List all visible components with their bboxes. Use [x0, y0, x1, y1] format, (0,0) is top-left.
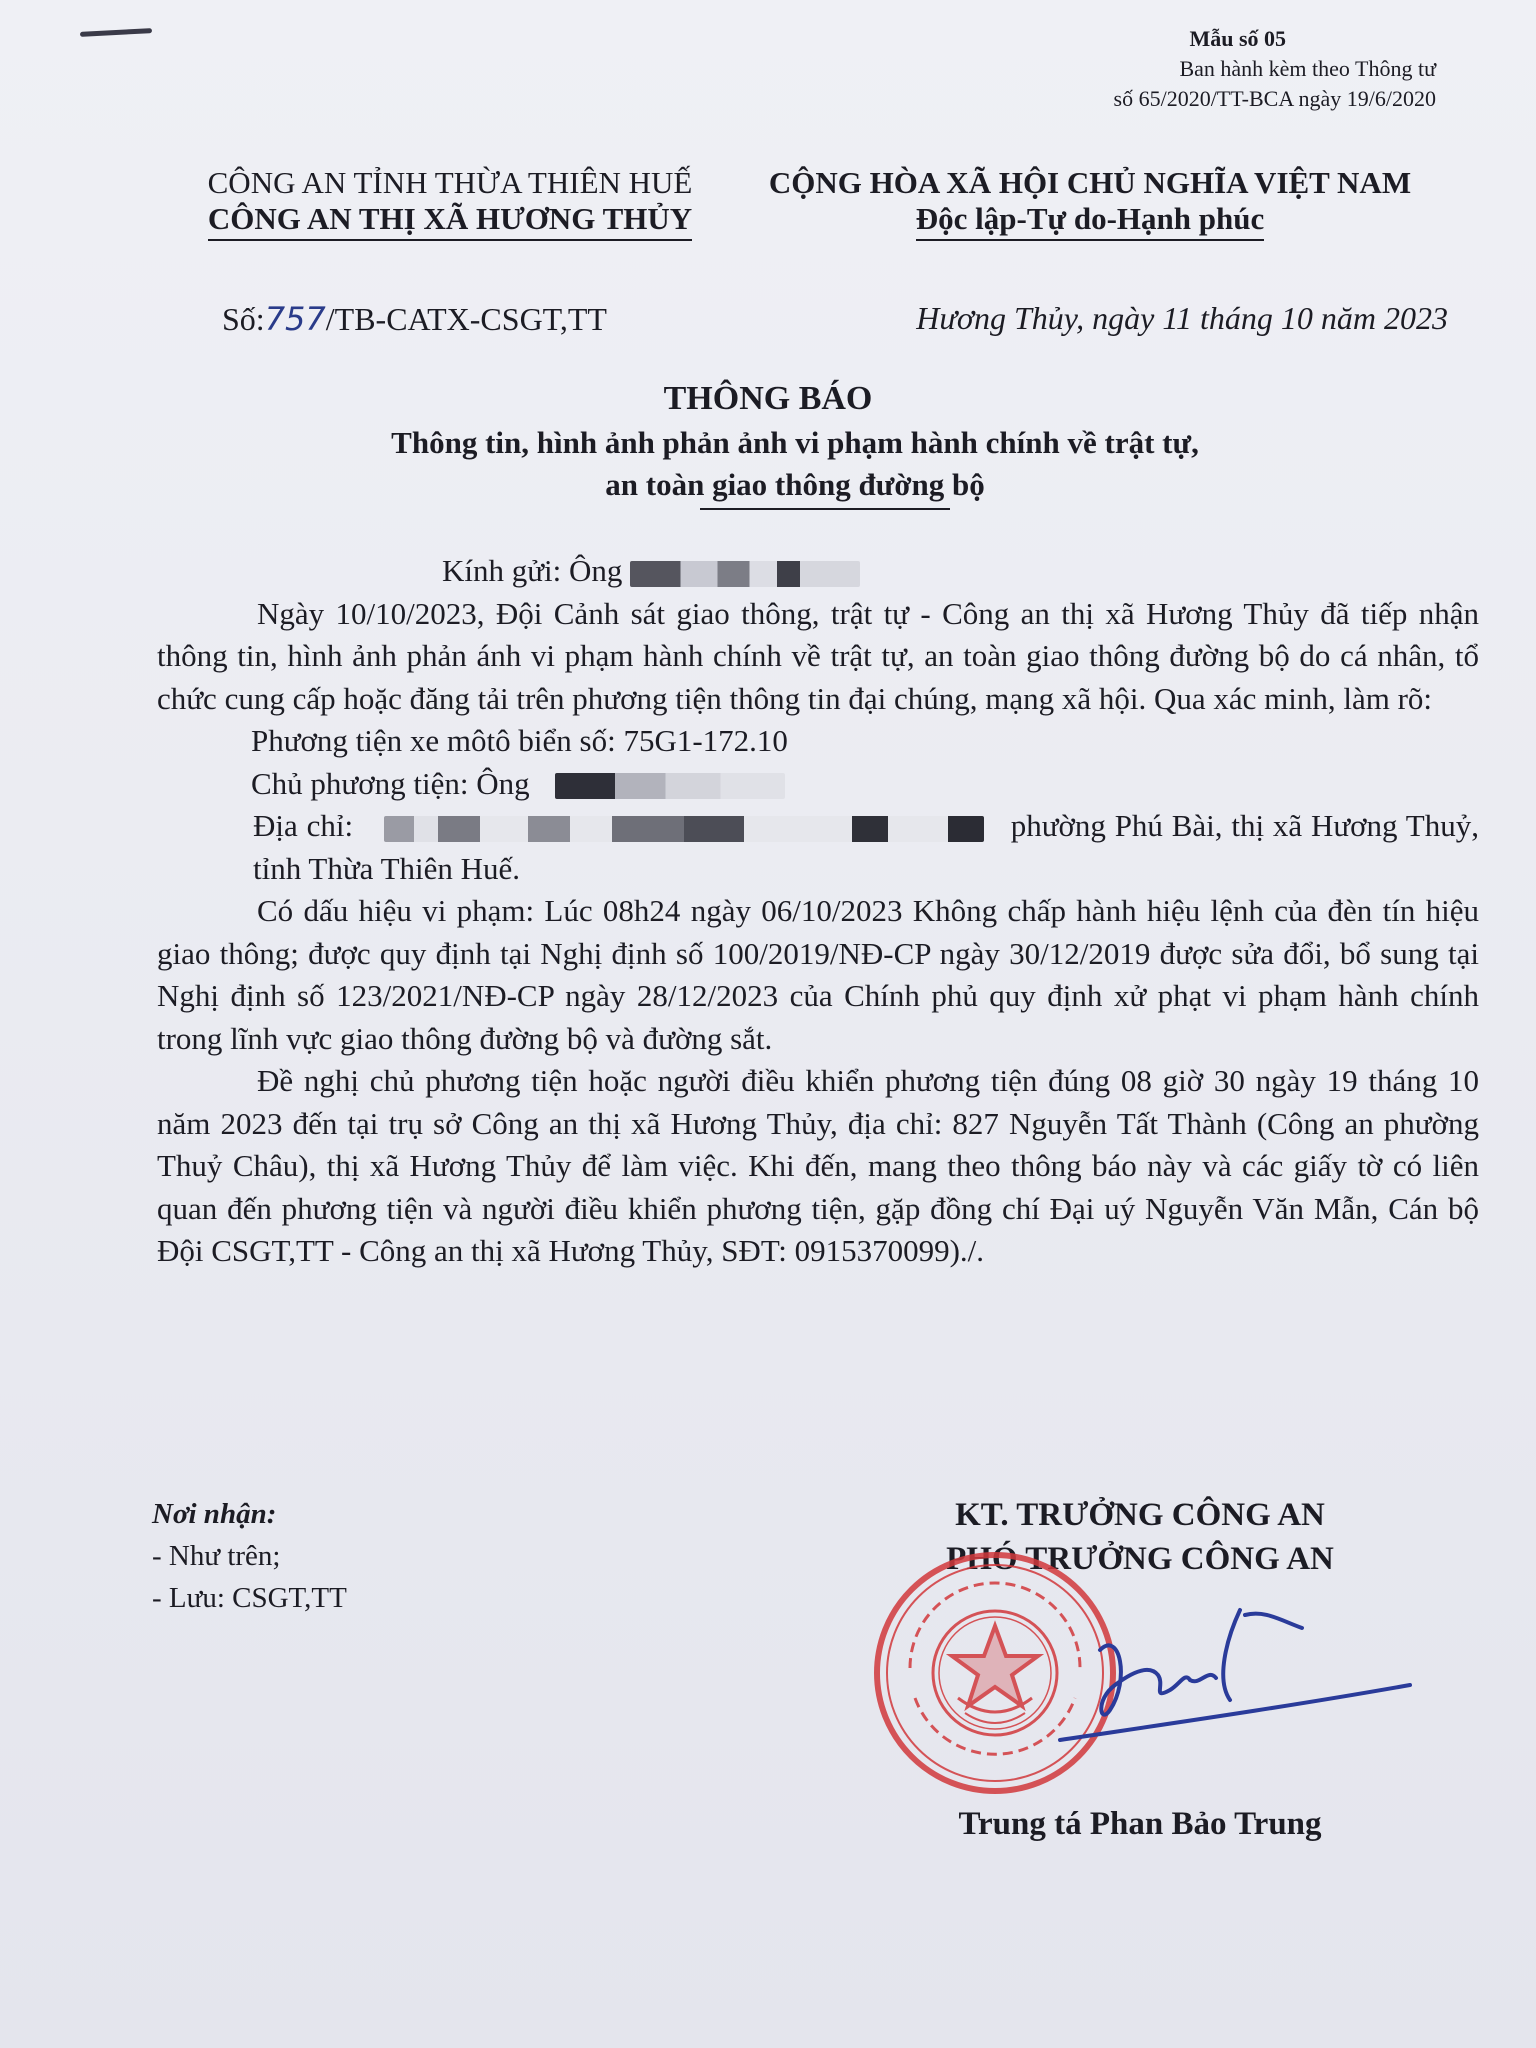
paragraph-intake: Ngày 10/10/2023, Đội Cảnh sát giao thông, trật tự - Công an thị xã Hương Thủy đã tiếp nhận thông tin, hình ảnh phản ánh vi phạm hành chính về trật tự, an toàn giao thông đường bộ do cá nhân, tổ chức cung cấp hoặc đăng tải trên phương tiện thông tin đại chúng, mạng xã hội. Qua xác minh, làm rõ: [157, 595, 1479, 716]
pen-mark [80, 28, 152, 37]
form-number: Mẫu số 05 [1189, 26, 1286, 51]
paragraph-violation: Có dấu hiệu vi phạm: Lúc 08h24 ngày 06/10/2023 Không chấp hành hiệu lệnh của đèn tín hiệu giao thông; được quy định tại Nghị định số 100/2019/NĐ-CP ngày 30/12/2019 được sửa đổi, bổ sung tại Nghị định số 123/2021/NĐ-CP ngày 28/12/2023 của Chính phủ quy định xử phạt vi phạm hành chính trong lĩnh vực giao thông đường bộ và đường sắt. [157, 893, 1479, 1056]
nation-name: CỘNG HÒA XÃ HỘI CHỦ NGHĨA VIỆT NAM [768, 165, 1412, 200]
agency-name: CÔNG AN THỊ XÃ HƯƠNG THỦY [208, 201, 692, 241]
signer-name: Trung tá Phan Bảo Trung [958, 1806, 1322, 1842]
subtitle-line2: an toàn giao thông đường bộ [605, 467, 985, 502]
paragraph-request: Đề nghị chủ phương tiện hoặc người điều khiển phương tiện đúng 08 giờ 30 ngày 19 tháng 10 năm 2023 đến tại trụ sở Công an thị xã Hương Thủy, địa chỉ: 827 Nguyễn Tất Thành (Công an phường Thuỷ Châu), thị xã Hương Thủy để làm việc. Khi đến, mang theo thông báo này và các giấy tờ có liên quan đến phương tiện và người điều khiển phương tiện, gặp đồng chí Đại uý Nguyễn Văn Mẫn, Cán bộ Đội CSGT,TT - Công an thị xã Hương Thủy, SĐT: 0915370099)./. [157, 1063, 1479, 1268]
subtitle-underline [700, 508, 950, 510]
recipients-title: Nơi nhận: [152, 1498, 277, 1530]
place-date: Hương Thủy, ngày 11 tháng 10 năm 2023 [916, 300, 1448, 336]
address-label: Địa chỉ: [253, 808, 354, 843]
subtitle-line1: Thông tin, hình ảnh phản ảnh vi phạm hành chính về trật tự, [391, 425, 1199, 460]
vehicle-plate: Phương tiện xe môtô biển số: 75G1-172.10 [251, 723, 788, 758]
address-visible: phường Phú Bài, thị xã Hương Thuỷ, tỉnh Thừa Thiên Huế. [253, 808, 1479, 886]
document-title: THÔNG BÁO [663, 380, 873, 417]
redacted-name [630, 561, 860, 587]
redacted-owner-name [555, 773, 785, 799]
greeting-line [157, 550, 1479, 593]
greeting: Kính gửi: Ông [442, 553, 623, 588]
document-number-prefix: Số: [222, 301, 265, 337]
national-heading [760, 165, 1420, 241]
owner-line [157, 763, 1479, 806]
document-subtitle [250, 422, 1340, 506]
document-number [222, 300, 607, 338]
recipients-block [152, 1493, 347, 1619]
form-reference-line1: Ban hành kèm theo Thông tư [1179, 56, 1436, 81]
address-line [157, 805, 1479, 890]
signer-title-line2: PHÓ TRƯỞNG CÔNG AN [946, 1541, 1334, 1577]
document-body [157, 550, 1479, 1273]
signer-title-line1: KT. TRƯỞNG CÔNG AN [955, 1497, 1325, 1533]
nation-motto: Độc lập-Tự do-Hạnh phúc [916, 201, 1265, 241]
handwritten-number: 757 [264, 300, 326, 338]
handwritten-signature [1040, 1590, 1420, 1760]
agency-parent: CÔNG AN TỈNH THỪA THIÊN HUẾ [207, 165, 693, 200]
issuing-agency [170, 165, 730, 241]
recipient-item: - Lưu: CSGT,TT [152, 1582, 347, 1614]
redacted-address [384, 816, 984, 842]
form-reference [936, 54, 1436, 114]
document-number-suffix: /TB-CATX-CSGT,TT [325, 301, 607, 337]
form-reference-line2: số 65/2020/TT-BCA ngày 19/6/2020 [1113, 86, 1436, 111]
owner-label: Chủ phương tiện: Ông [251, 765, 530, 801]
recipient-item: - Như trên; [152, 1540, 281, 1572]
